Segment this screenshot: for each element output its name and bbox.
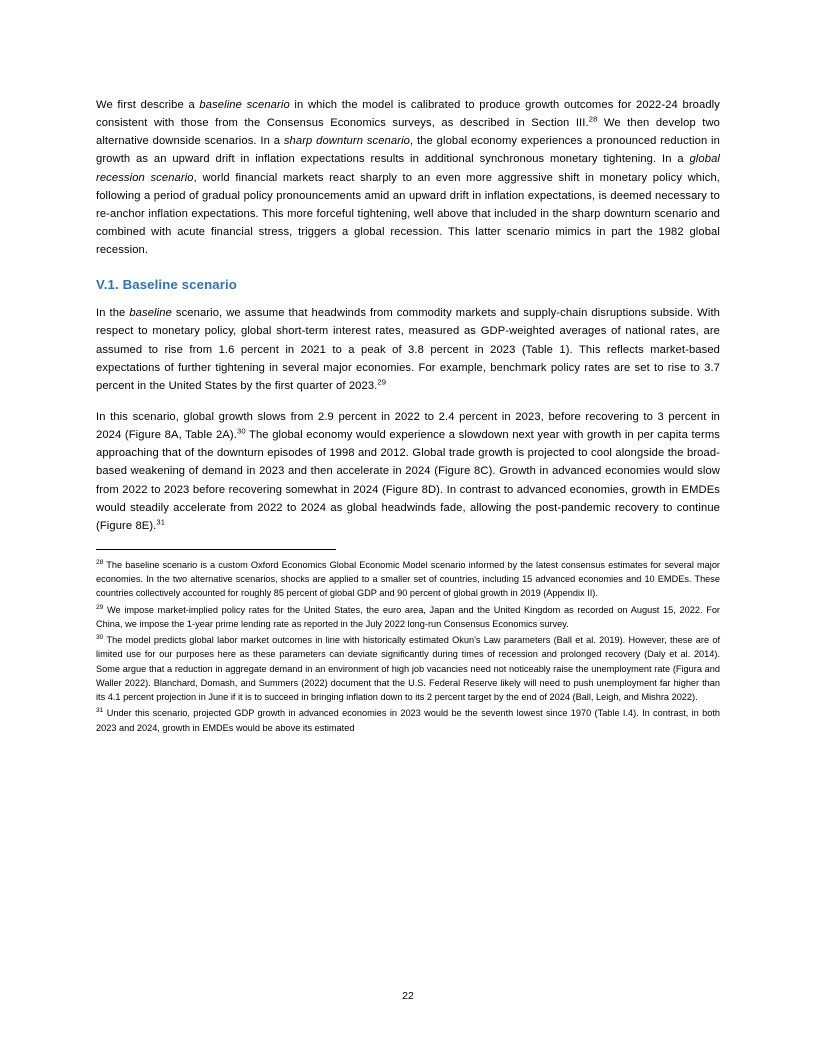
term-sharp-downturn-scenario: sharp downturn scenario bbox=[283, 135, 410, 148]
footnote-marker-30: 30 bbox=[96, 634, 104, 642]
paragraph-baseline-growth bbox=[96, 408, 720, 535]
footnote-ref-28[interactable]: 28 bbox=[588, 114, 598, 124]
footnote-ref-30[interactable]: 30 bbox=[236, 426, 246, 436]
footnote-marker-28: 28 bbox=[96, 558, 104, 566]
footnote-28 bbox=[96, 558, 720, 601]
footnote-marker-31: 31 bbox=[96, 707, 104, 715]
footnote-29 bbox=[96, 603, 720, 632]
footnote-separator bbox=[96, 549, 336, 550]
paragraph-intro-part-5: , world financial markets react sharply to an even more aggressive shift in monetary policy which, following a period of gradual policy pronouncements amid an upward drift in inflation expectations, is deemed necessary to re-anchor inflation expectations. This more forceful tightening, well above that included in the sharp downturn scenario and combined with acute financial stress, triggers a global recession. This latter scenario mimics in part the 1982 global recession. bbox=[96, 171, 720, 257]
paragraph-baseline-assumptions bbox=[96, 304, 720, 395]
paragraph-2-part-2: scenario, we assume that headwinds from commodity markets and supply-chain disruptions subside. With respect to monetary policy, global short-term interest rates, measured as GDP-weighted averages of national rates, are assumed to rise from 1.6 percent in 2021 to a peak of 3.8 percent in 2023 (Table 1). This reflects market-based expectations of further tightening in several major economies. For example, benchmark policy rates are set to rise to 3.7 percent in the United States by the first quarter of 2023. bbox=[96, 307, 720, 392]
footnote-ref-31[interactable]: 31 bbox=[156, 517, 166, 527]
paragraph-intro-part-2: in which the model is calibrated to produce growth outcomes for 2022-24 broadly consistent with those from the Consensus Economics surveys, as described in Section III. bbox=[96, 99, 720, 130]
paragraph-intro-part-4: , the global economy experiences a pronounced reduction in growth as an upward drift in inflation expectations results in additional synchronous monetary tightening. In a bbox=[96, 135, 720, 166]
footnote-ref-29[interactable]: 29 bbox=[377, 377, 387, 387]
paragraph-3-part-1: In this scenario, global growth slows from 2.9 percent in 2022 to 2.4 percent in 2023, before recovering to 3 percent in 2024 (Figure 8A, Table 2A). bbox=[96, 410, 720, 442]
paragraph-2-part-1: In the bbox=[96, 307, 130, 320]
paragraph-intro-part-1: We first describe a bbox=[96, 99, 200, 111]
section-heading-v1: V.1. Baseline scenario bbox=[96, 277, 237, 293]
footnote-text-31: Under this scenario, projected GDP growth in advanced economies in 2023 would be the seventh lowest since 1970 (Table I.4). In contrast, in both 2023 and 2024, growth in EMDEs would be above its estimated bbox=[96, 708, 720, 733]
footnote-text-29: We impose market-implied policy rates for the United States, the euro area, Japan and the United Kingdom as recorded on August 15, 2022. For China, we impose the 1-year prime lending rate as reported in the July 2022 long-run Consensus Economics survey. bbox=[96, 604, 720, 629]
footnote-text-30: The model predicts global labor market outcomes in line with historically estimated Okun's Law parameters (Ball et al. 2019). However, these are of limited use for our purposes here as these parameters can deviate significantly during times of recession and prolonged recovery (Daly et al. 2014). Some argue that a reduction in aggregate demand in an environment of high job vacancies need not noticeably raise the unemployment rate (Figura and Waller 2022). Blanchard, Domash, and Summers (2022) document that the U.S. Federal Reserve likely will need to push unemployment far higher than its 4.1 percent projection in June if it is to succeed in bringing inflation down to its 2 percent target by the end of 2024 (Ball, Leigh, and Mishra 2022). bbox=[96, 635, 720, 703]
footnote-area bbox=[96, 549, 720, 735]
term-baseline: baseline bbox=[129, 307, 172, 320]
footnote-31 bbox=[96, 706, 720, 735]
term-global-recession-scenario: global recession scenario bbox=[96, 153, 720, 184]
paragraph-intro bbox=[96, 96, 720, 259]
paragraph-3-part-2: The global economy would experience a slowdown next year with growth in per capita terms approaching that of the downturn episodes of 1998 and 2012. Global trade growth is projected to cool alongside the broad-based weakening of demand in 2023 and then accelerate in 2024 (Figure 8C). Growth in advanced economies would slow from 2022 to 2023 before recovering somewhat in 2024 (Figure 8D). In contrast to advanced economies, growth in EMDEs would steadily accelerate from 2022 to 2024 as global headwinds fade, allowing the post-pandemic recovery to continue (Figure 8E). bbox=[96, 429, 720, 532]
term-baseline-scenario: baseline scenario bbox=[199, 99, 290, 111]
page-number: 22 bbox=[402, 990, 414, 1002]
footnote-30 bbox=[96, 633, 720, 704]
footnote-text-28: The baseline scenario is a custom Oxford Economics Global Economic Model scenario informed by the latest consensus estimates for several major economies. In the two alternative scenarios, shocks are applied to a smaller set of countries, including 15 advanced economies and 10 EMDEs. These countries collectively accounted for roughly 85 percent of global GDP and 90 percent of global growth in 2019 (Appendix II). bbox=[96, 559, 720, 599]
paragraph-intro-part-3: We then develop two alternative downside scenarios. In a bbox=[96, 117, 721, 148]
footnote-marker-29: 29 bbox=[96, 603, 104, 611]
